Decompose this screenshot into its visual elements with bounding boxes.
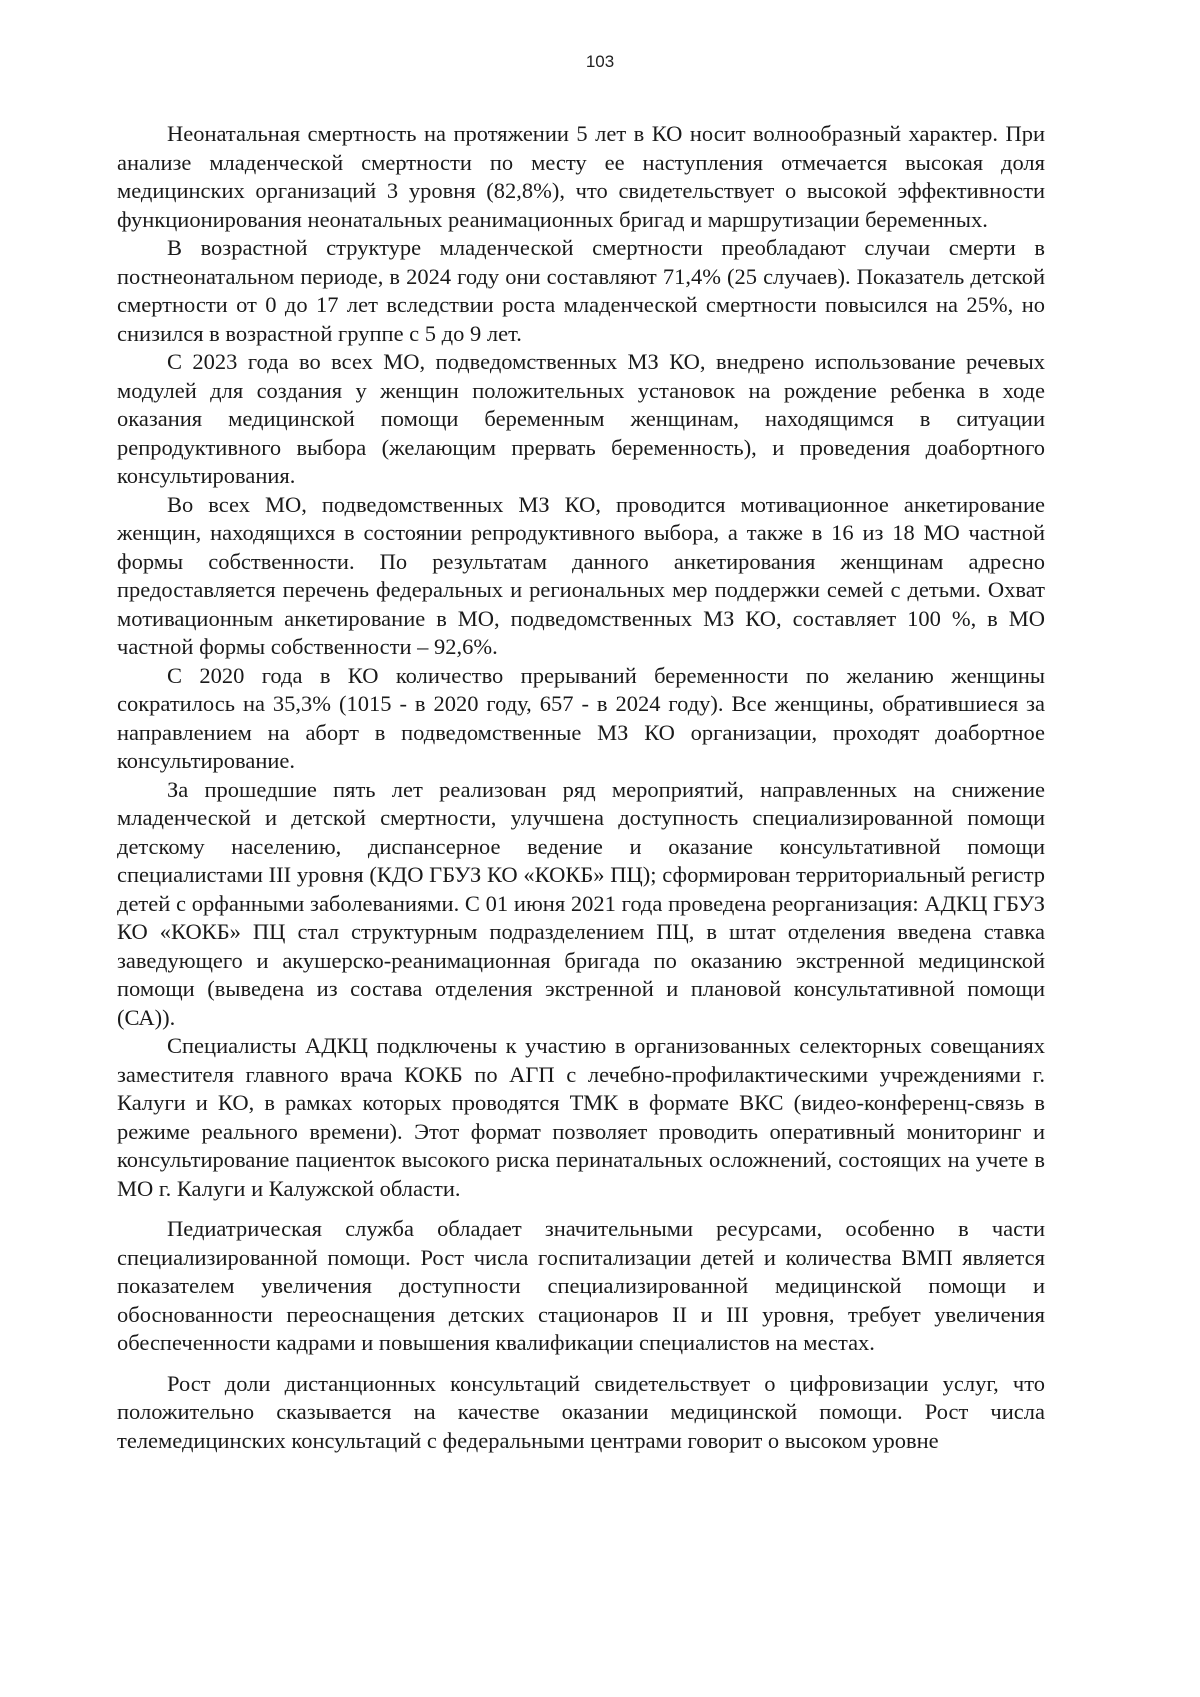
paragraph-neonatal-mortality: Неонатальная смертность на протяжении 5 лет в КО носит волнообразный характер. При анализе младенческой смертности по месту ее наступления отмечается высокая доля медицинских организаций 3 уровня (82,8%), что свидетельствует о высокой эффективности функционирования неонатальных реанимационных бригад и маршрутизации беременных. xyxy=(117,121,1045,232)
paragraph-motivational-survey: Во всех МО, подведомственных МЗ КО, проводится мотивационное анкетирование женщин, находящихся в состоянии репродуктивного выбора, а также в 16 из 18 МО частной формы собственности. По результатам данного анкетирования женщинам адресно предоставляется перечень федеральных и региональных мер поддержки семей с детьми. Охват мотивационным анкетирование в МО, подведомственных МЗ КО, составляет 100 %, в МО частной формы собственности – 92,6%. xyxy=(117,491,1045,659)
paragraph-age-structure: В возрастной структуре младенческой смертности преобладают случаи смерти в постнеонатальном периоде, в 2024 году они составляют 71,4% (25 случаев). Показатель детской смертности от 0 до 17 лет вследствии роста младенческой смертности повысился на 25%, но снизился в возрастной группе с 5 до 9 лет. xyxy=(117,235,1045,346)
paragraph-adkc-specialists: Специалисты АДКЦ подключены к участию в организованных селекторных совещаниях заместителя главного врача КОКБ по АГП с лечебно-профилактическими учреждениями г. Калуги и КО, в рамках которых проводятся ТМК в формате ВКС (видео-конференц-связь в режиме реального времени). Этот формат позволяет проводить оперативный мониторинг и консультирование пациенток высокого риска перинатальных осложнений, состоящих на учете в МО г. Калуги и Калужской области. xyxy=(117,1033,1045,1201)
paragraph-remote-consultations: Рост доли дистанционных консультаций свидетельствует о цифровизации услуг, что положительно сказывается на качестве оказании медицинской помощи. Рост числа телемедицинских консультаций с федеральными центрами говорит о высоком уровне xyxy=(117,1370,1045,1453)
paragraph-abortion-reduction: С 2020 года в КО количество прерываний беременности по желанию женщины сократилось на 35,3% (1015 - в 2020 году, 657 - в 2024 году). Все женщины, обратившиеся за направлением на аборт в подведомственные МЗ КО организации, проходят доабортное консультирование. xyxy=(117,662,1045,773)
paragraph-speech-modules: С 2023 года во всех МО, подведомственных МЗ КО, внедрено использование речевых модулей для создания у женщин положительных установок на рождение ребенка в ходе оказания медицинской помощи беременным женщинам, находящимся в ситуации репродуктивного выбора (желающим прервать беременность), и проведения доабортного консультирования. xyxy=(117,349,1045,488)
paragraph-five-year-measures: За прошедшие пять лет реализован ряд мероприятий, направленных на снижение младенческой и детской смертности, улучшена доступность специализированной помощи детскому населению, диспансерное ведение и оказание консультативной помощи специалистами III уровня (КДО ГБУЗ КО «КОКБ» ПЦ); сформирован территориальный регистр детей с орфанными заболеваниями. С 01 июня 2021 года проведена реорганизация: АДКЦ ГБУЗ КО «КОКБ» ПЦ стал структурным подразделением ПЦ, в штат отделения введена ставка заведующего и акушерско-реанимационная бригада по оказанию экстренной медицинской помощи (выведена из состава отделения экстренной и плановой консультативной помощи (СА)). xyxy=(117,776,1045,1030)
paragraph-pediatric-service: Педиатрическая служба обладает значительными ресурсами, особенно в части специализированной помощи. Рост числа госпитализации детей и количества ВМП является показателем увеличения доступности специализированной медицинской помощи и обоснованности переоснащения детских стационаров II и III уровня, требует увеличения обеспеченности кадрами и повышения квалификации специалистов на местах. xyxy=(117,1216,1045,1355)
page-number: 103 xyxy=(585,52,615,71)
document-body xyxy=(117,120,1045,1455)
